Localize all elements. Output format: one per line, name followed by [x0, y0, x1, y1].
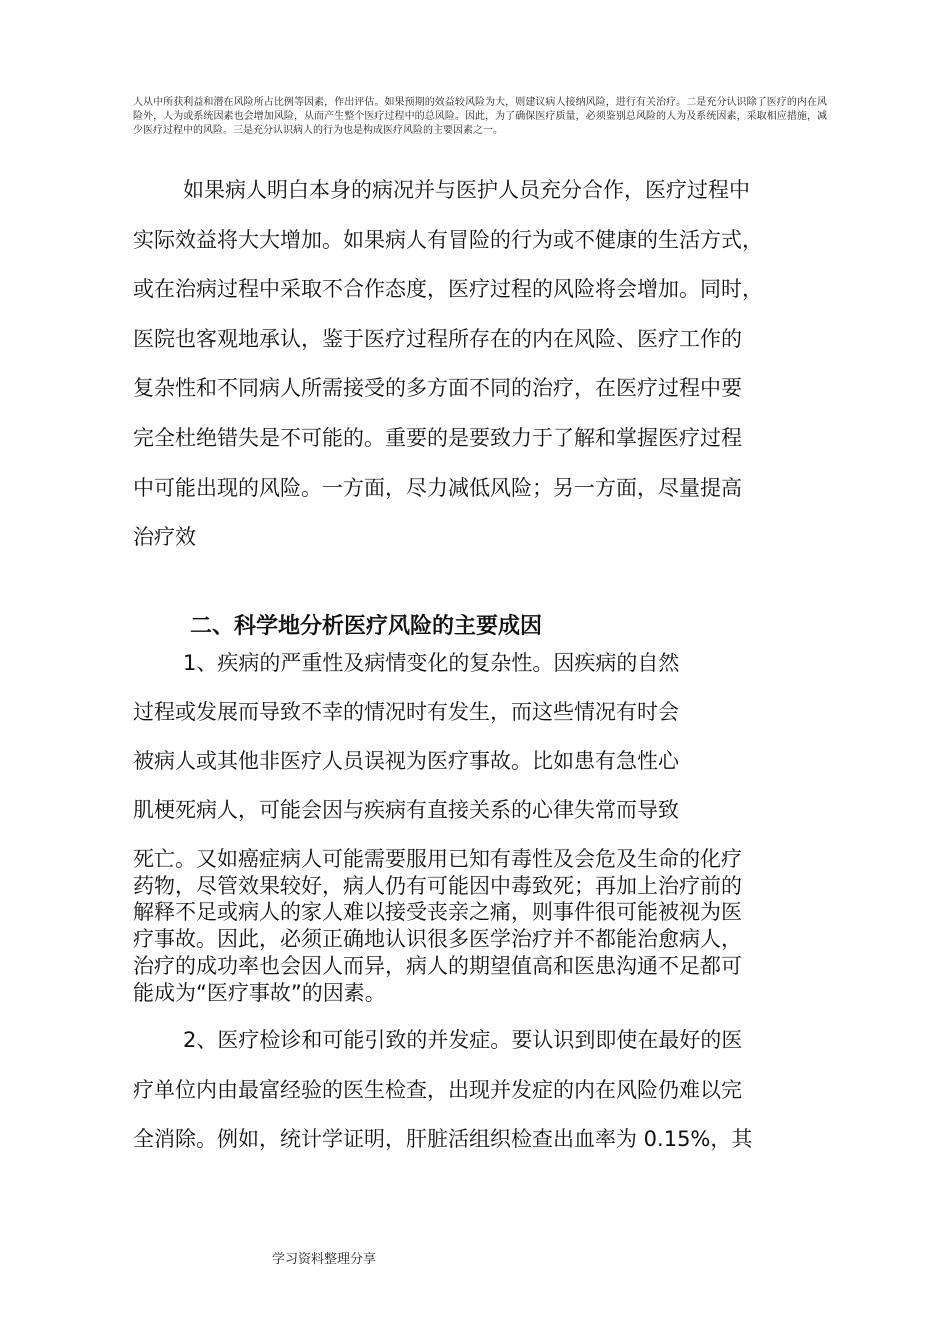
text-line: 能成为“医疗事故”的因素。: [133, 981, 386, 1005]
page-footer: 学习资料整理分享: [272, 1252, 377, 1267]
intro-small-paragraph: 人从中所获利益和潜在风险所占比例等因素，作出评估。如果预期的效益较风险为大，则建议病人接纳风险，进行有关治疗。二是充分认识除了医疗的内在风险外，人为或系统因素也会增加风险，从而产生整个医疗过程中的总风险。因此，为了确保医疗质量，必须鉴别总风险的人为及系统因素，采取相应措施，减少医疗过程中的风险。三是充分认识病人的行为也是构成医疗风险的主要因素之一。: [133, 97, 827, 136]
text-line: 复杂性和不同病人所需接受的多方面不同的治疗，在医疗过程中要: [133, 376, 742, 400]
text-line: 肌梗死病人，可能会因与疾病有直接关系的心律失常而导致: [133, 798, 679, 822]
text-line: 过程或发展而导致不幸的情况时有发生，而这些情况有时会: [133, 700, 679, 724]
text-line: 全消除。例如，统计学证明，肝脏活组织检查出血率为 0.15%，其: [133, 1127, 753, 1151]
text-line: 或在治病过程中采取不合作态度，医疗过程的风险将会增加。同时，: [133, 277, 763, 301]
text-line: 如果病人明白本身的病况并与医护人员充分合作，医疗过程中: [183, 178, 750, 202]
text-line: 被病人或其他非医疗人员误视为医疗事故。比如患有急性心: [133, 749, 679, 773]
text-line: 中可能出现的风险。一方面，尽力减低风险；另一方面，尽量提高: [133, 476, 742, 500]
text-line: 治疗的成功率也会因人而异，病人的期望值高和医患沟通不足都可: [133, 954, 742, 978]
text-line: 实际效益将大大增加。如果病人有冒险的行为或不健康的生活方式，: [133, 228, 763, 252]
text-line: 疗事故。因此，必须正确地认识很多医学治疗并不都能治愈病人，: [133, 927, 742, 951]
text-line: 2、医疗检诊和可能引致的并发症。要认识到即使在最好的医: [183, 1028, 743, 1052]
text-line: 解释不足或病人的家人难以接受丧亲之痛，则事件很可能被视为医: [133, 900, 742, 924]
text-line: 疗单位内由最富经验的医生检查，出现并发症的内在风险仍难以完: [133, 1078, 742, 1102]
text-line: 治疗效: [133, 525, 196, 549]
text-line: 完全杜绝错失是不可能的。重要的是要致力于了解和掌握医疗过程: [133, 426, 742, 450]
text-line: 死亡。又如癌症病人可能需要服用已知有毒性及会危及生命的化疗: [133, 847, 742, 871]
text-line: 1、疾病的严重性及病情变化的复杂性。因疾病的自然: [183, 651, 680, 675]
text-line: 医院也客观地承认，鉴于医疗过程所存在的内在风险、医疗工作的: [133, 327, 742, 351]
section-heading: 二、科学地分析医疗风险的主要成因: [190, 614, 543, 639]
text-line: 药物，尽管效果较好，病人仍有可能因中毒致死；再加上治疗前的: [133, 874, 742, 898]
